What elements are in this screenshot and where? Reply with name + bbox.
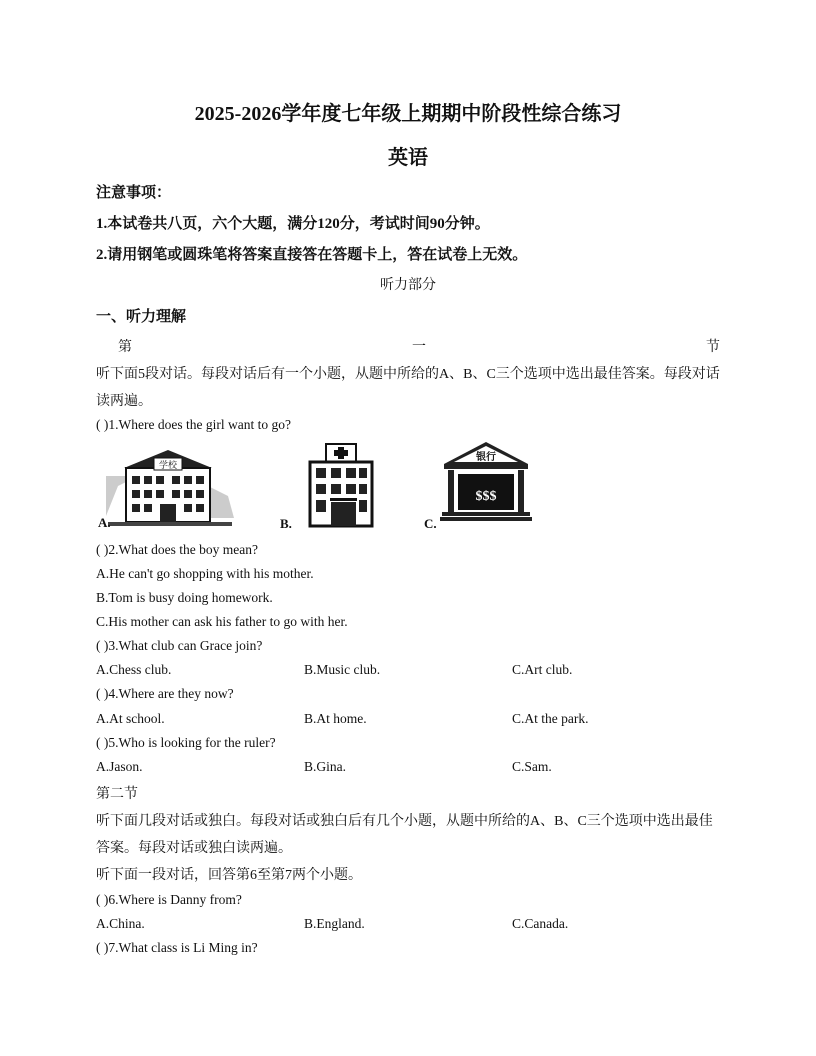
hospital-icon — [296, 440, 386, 530]
question-2-option-b: B.Tom is busy doing homework. — [96, 590, 273, 605]
question-5 — [96, 735, 276, 751]
question-3-option-c: C.Art club. — [512, 662, 573, 677]
question-3-option-a: A.Chess club. — [96, 662, 172, 677]
instruction-1-line-1: 听下面5段对话。每段对话后有一个小题，从题中所给的A、B、C三个选项中选出最佳答案。每段对话 — [96, 367, 720, 382]
part-char-2: 一 — [412, 340, 426, 355]
question-5-option-c: C.Sam. — [512, 759, 552, 774]
note-item-2: 2.请用钢笔或圆珠笔将答案直接答在答题卡上，答在试卷上无效。 — [96, 247, 528, 263]
instruction-2-line-1: 听下面几段对话或独白。每段对话或独白后有几个小题，从题中所给的A、B、C三个选项中选出最佳 — [96, 814, 713, 829]
option-b-picture — [296, 440, 386, 530]
question-2-option-c: C.His mother can ask his father to go with her. — [96, 614, 348, 629]
question-5-option-b: B.Gina. — [304, 759, 346, 774]
bank-icon — [440, 438, 532, 524]
option-c-letter: C. — [424, 516, 437, 531]
question-5-option-a: A.Jason. — [96, 759, 143, 774]
page-title: 2025-2026学年度七年级上期期中阶段性综合练习 — [194, 103, 622, 125]
option-c-picture — [440, 438, 532, 524]
question-7 — [96, 940, 258, 956]
school-building-icon — [98, 446, 238, 532]
question-2-stem: 2.What does the boy mean? — [108, 542, 258, 557]
notes-heading: 注意事项： — [96, 185, 172, 201]
question-7-stem: 7.What class is Li Ming in? — [108, 940, 258, 955]
answer-bracket: ( ) — [96, 638, 109, 653]
answer-bracket: ( ) — [96, 940, 109, 955]
section-one-heading: 一、听力理解 — [96, 309, 187, 325]
instruction-1-line-2: 读两遍。 — [96, 394, 152, 409]
question-1 — [96, 417, 291, 433]
question-5-stem: 5.Who is looking for the ruler? — [108, 735, 276, 750]
question-3-option-b: B.Music club. — [304, 662, 381, 677]
question-6-option-b: B.England. — [304, 916, 365, 931]
question-2-option-a: A.He can't go shopping with his mother. — [96, 566, 314, 581]
question-2 — [96, 542, 258, 558]
school-sign: 学校 — [158, 460, 178, 470]
subject-title: 英语 — [388, 147, 428, 169]
part-char-3: 节 — [706, 340, 720, 355]
question-3 — [96, 638, 262, 654]
question-4 — [96, 686, 234, 702]
option-a-picture — [98, 446, 238, 532]
bank-sign: 银行 — [476, 452, 496, 463]
question-1-stem: 1.Where does the girl want to go? — [108, 417, 291, 432]
section-one-part-heading — [118, 336, 720, 356]
note-item-1: 1.本试卷共八页，六个大题，满分120分，考试时间90分钟。 — [96, 216, 490, 232]
instruction-2-line-3: 听下面一段对话，回答第6至第7两个小题。 — [96, 868, 362, 883]
question-6 — [96, 892, 242, 908]
question-6-stem: 6.Where is Danny from? — [108, 892, 242, 907]
answer-bracket: ( ) — [96, 417, 109, 432]
part-title: 听力部分 — [380, 278, 436, 293]
answer-bracket: ( ) — [96, 542, 109, 557]
question-4-stem: 4.Where are they now? — [108, 686, 234, 701]
question-6-option-c: C.Canada. — [512, 916, 569, 931]
question-3-stem: 3.What club can Grace join? — [108, 638, 263, 653]
option-b-letter: B. — [280, 516, 292, 531]
question-4-option-b: B.At home. — [304, 711, 367, 726]
question-4-option-c: C.At the park. — [512, 711, 589, 726]
answer-bracket: ( ) — [96, 686, 109, 701]
option-a-letter: A. — [98, 515, 111, 530]
answer-bracket: ( ) — [96, 892, 109, 907]
bank-sign-dollars: $$$ — [475, 489, 497, 504]
question-4-option-a: A.At school. — [96, 711, 165, 726]
instruction-2-line-2: 答案。每段对话或独白读两遍。 — [96, 841, 292, 856]
question-6-option-a: A.China. — [96, 916, 145, 931]
answer-bracket: ( ) — [96, 735, 109, 750]
part-char-1: 第 — [118, 340, 132, 355]
section-two-heading: 第二节 — [96, 787, 138, 802]
